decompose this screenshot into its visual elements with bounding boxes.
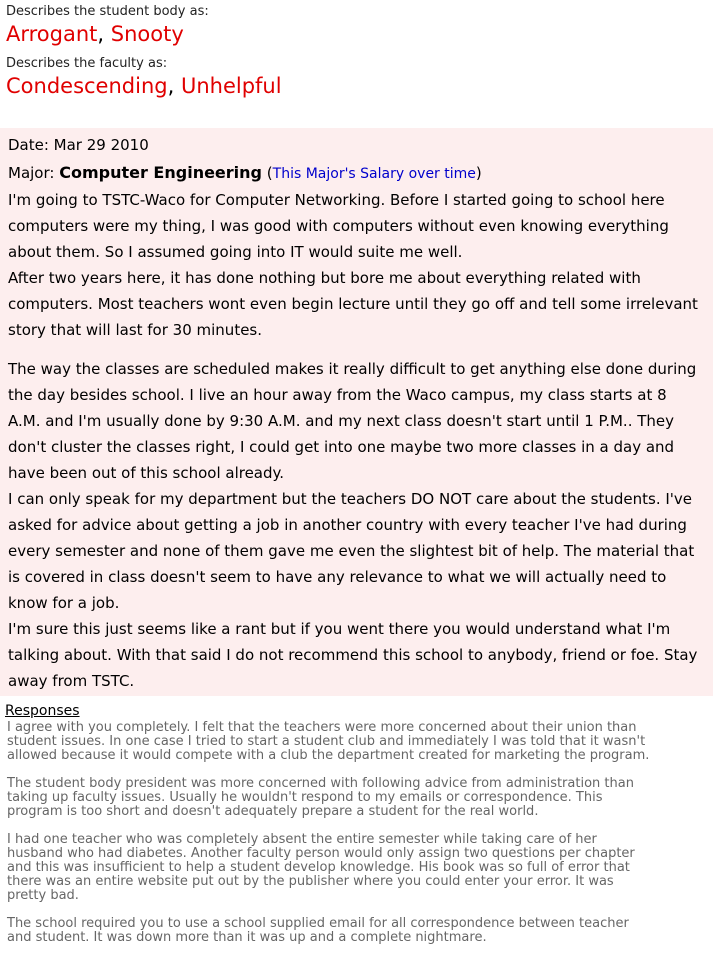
review-line: don't cluster the classes right, I could get into one maybe two more classes in a day and [8, 438, 675, 456]
response-line: student issues. In one case I tried to start a student club and immediately I was told that it wasn't [7, 734, 646, 749]
review-line: I can only speak for my department but the teachers DO NOT care about the students. I've [8, 490, 693, 508]
student-body-label: Describes the student body as: [6, 4, 209, 19]
review-line: is covered in class doesn't seem to have any relevance to what we will actually need to [8, 568, 667, 586]
response-line: I agree with you completely. I felt that the teachers were more concerned about their union than [7, 720, 637, 735]
student-body-words: Arrogant, Snooty [6, 22, 184, 46]
review-line: I'm sure this just seems like a rant but if you went there you would understand what I'm [8, 620, 671, 638]
responses-title: Responses [5, 703, 80, 719]
review-line: After two years here, it has done nothing but bore me about everything related with [8, 269, 641, 287]
review-line: The way the classes are scheduled makes it really difficult to get anything else done during [8, 360, 697, 378]
response-line: The student body president was more concerned with following advice from administration than [7, 776, 634, 791]
response-line: and student. It was down more than it was up and a complete nightmare. [7, 930, 487, 945]
salary-link[interactable]: This Major's Salary over time [272, 166, 476, 182]
response-item [7, 833, 697, 903]
review-line: A.M. and I'm usually done by 9:30 A.M. and my next class doesn't start until 1 P.M.. They [8, 412, 675, 430]
review-line: away from TSTC. [8, 672, 135, 690]
descriptors-section [0, 0, 713, 99]
review-line: have been out of this school already. [8, 464, 285, 482]
response-line: I had one teacher who was completely absent the entire semester while taking care of her [7, 832, 597, 847]
response-line: there was an entire website put out by the publisher where you could enter your error. It was [7, 874, 614, 889]
response-line: taking up faculty issues. Usually he wouldn't respond to my emails or correspondence. This [7, 790, 603, 805]
major-name: Computer Engineering [59, 163, 262, 182]
faculty-word-2: Unhelpful [180, 74, 282, 98]
review-line: about them. So I assumed going into IT would suite me well. [8, 243, 463, 261]
review-line: I'm going to TSTC-Waco for Computer Networking. Before I started going to school here [8, 191, 665, 209]
review-line: talking about. With that said I do not recommend this school to anybody, friend or foe. Stay [8, 646, 698, 664]
review-line: asked for advice about getting a job in another country with every teacher I've had during [8, 516, 687, 534]
response-line: pretty bad. [7, 888, 79, 903]
responses-section [0, 703, 713, 945]
faculty-word-1: Condescending [6, 74, 168, 98]
response-line: program is too short and doesn't adequately prepare a student for the real world. [7, 804, 539, 819]
response-line: and this was insufficient to help a student develop knowledge. His book was so full of error that [7, 860, 630, 875]
review-paragraph-1 [8, 187, 709, 343]
paragraph-gap [8, 343, 709, 356]
response-item [7, 721, 697, 763]
review-line: know for a job. [8, 594, 120, 612]
response-item [7, 777, 697, 819]
salary-link-wrap: (This Major's Salary over time) [266, 164, 482, 182]
response-line: allowed because it would compete with a club the department created for marketing the program. [7, 748, 650, 763]
review-panel [0, 128, 713, 696]
review-date: Date: Mar 29 2010 [8, 136, 149, 154]
review-paragraph-2 [8, 356, 709, 694]
response-item [7, 917, 697, 945]
review-line: story that will last for 30 minutes. [8, 321, 263, 339]
student-word-1: Arrogant [6, 22, 98, 46]
major-label: Major: [8, 164, 55, 182]
faculty-label: Describes the faculty as: [6, 56, 168, 71]
response-line: husband who had diabetes. Another faculty person would only assign two questions per chapter [7, 846, 635, 861]
student-word-2: Snooty [110, 22, 184, 46]
review-line: the day besides school. I live an hour away from the Waco campus, my class starts at 8 [8, 386, 667, 404]
review-line: computers. Most teachers wont even begin lecture until they go off and tell some irrelevant [8, 295, 698, 313]
review-line: every semester and none of them gave me even the slightest bit of help. The material that [8, 542, 695, 560]
response-line: The school required you to use a school supplied email for all correspondence between teacher [7, 916, 629, 931]
review-major-line [8, 160, 709, 187]
faculty-words: Condescending, Unhelpful [6, 74, 282, 98]
review-line: computers were my thing, I was good with computers without even knowing everything [8, 217, 669, 235]
responses-list [0, 721, 713, 945]
